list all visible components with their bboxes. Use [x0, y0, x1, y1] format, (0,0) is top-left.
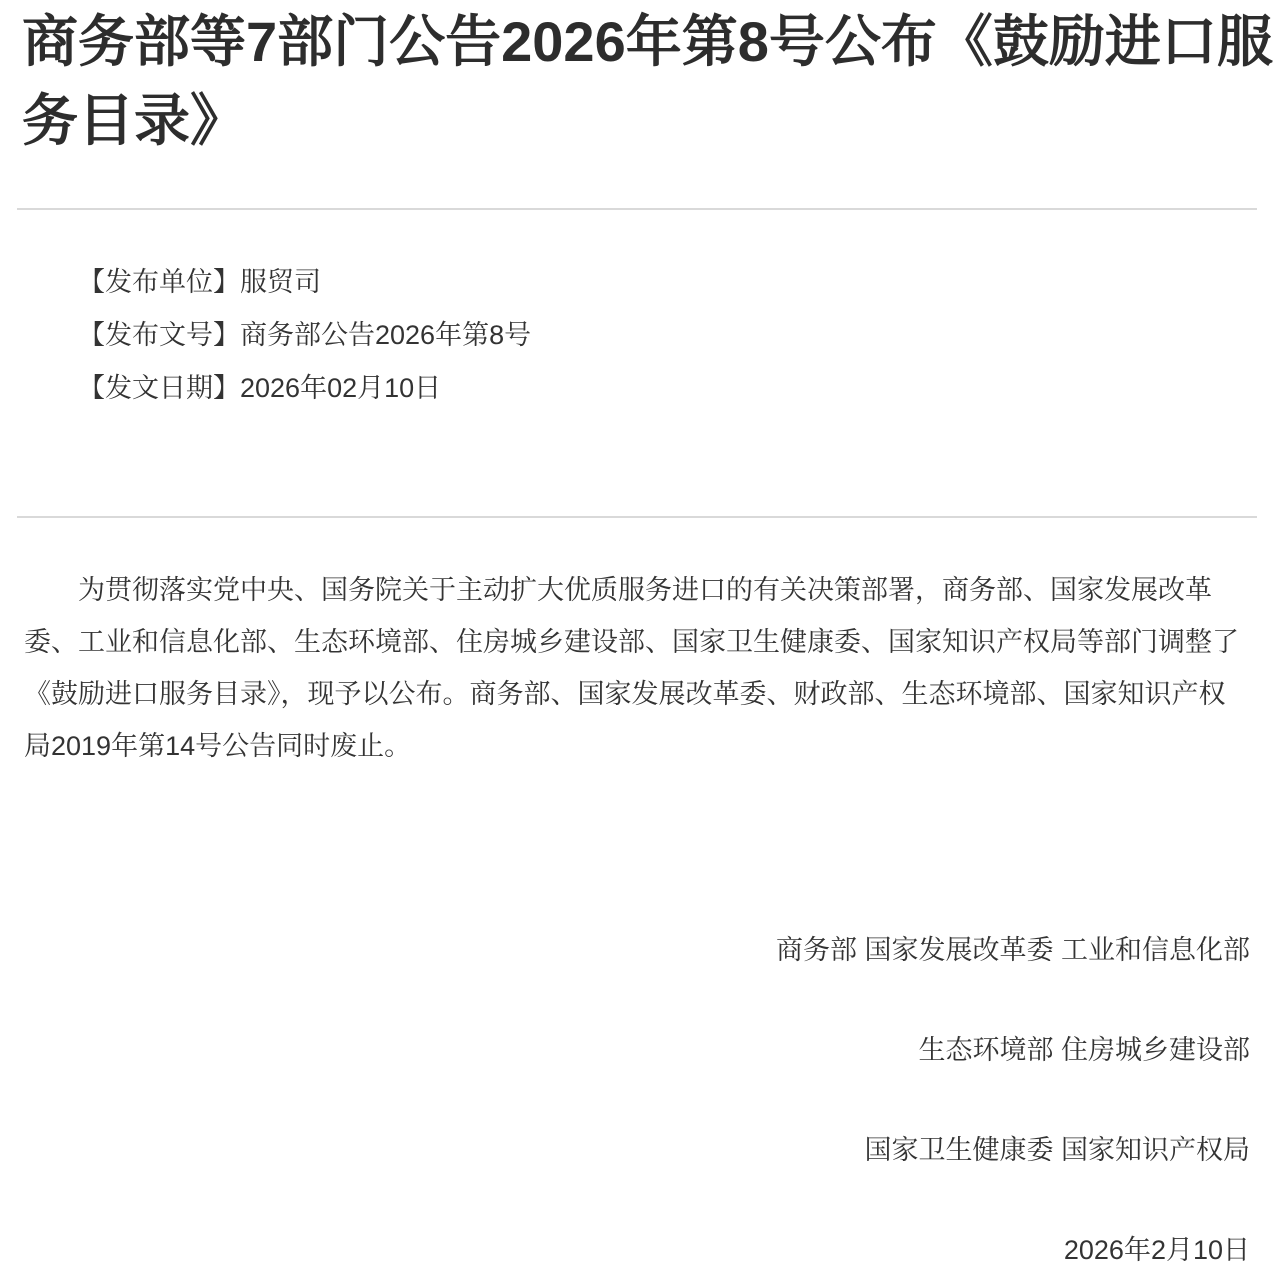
meta-issue-date [24, 362, 1252, 415]
article-page [0, 2, 1276, 1276]
signature-block [0, 924, 1276, 1276]
meta-document-number [24, 309, 1252, 362]
signature-line-3: 国家卫生健康委 国家知识产权局 [864, 1135, 1250, 1165]
meta-document-number-value: 商务部公告2026年第8号 [240, 320, 532, 350]
meta-issuing-unit-value: 服贸司 [240, 267, 321, 297]
article-meta [0, 256, 1276, 415]
signature-line-1: 商务部 国家发展改革委 工业和信息化部 [775, 935, 1250, 965]
meta-issuing-unit-label: 【发布单位】 [78, 267, 240, 297]
meta-issue-date-label: 【发文日期】 [78, 373, 240, 403]
meta-issue-date-value: 2026年02月10日 [240, 373, 442, 403]
page-title: 商务部等7部门公告2026年第8号公布《鼓励进口服务目录》 [22, 10, 1273, 152]
divider-meta [17, 516, 1257, 518]
signature-date: 2026年2月10日 [1063, 1235, 1250, 1265]
signature-line-2: 生态环境部 住房城乡建设部 [918, 1035, 1250, 1065]
meta-document-number-label: 【发布文号】 [78, 320, 240, 350]
article-paragraph: 为贯彻落实党中央、国务院关于主动扩大优质服务进口的有关决策部署，商务部、国家发展改革委、工业和信息化部、生态环境部、住房城乡建设部、国家卫生健康委、国家知识产权局等部门调整了《鼓励进口服务目录》，现予以公布。商务部、国家发展改革委、财政部、生态环境部、国家知识产权局2019年第14号公告同时废止。 [24, 575, 1239, 761]
meta-issuing-unit [24, 256, 1252, 309]
divider-top [17, 208, 1257, 210]
